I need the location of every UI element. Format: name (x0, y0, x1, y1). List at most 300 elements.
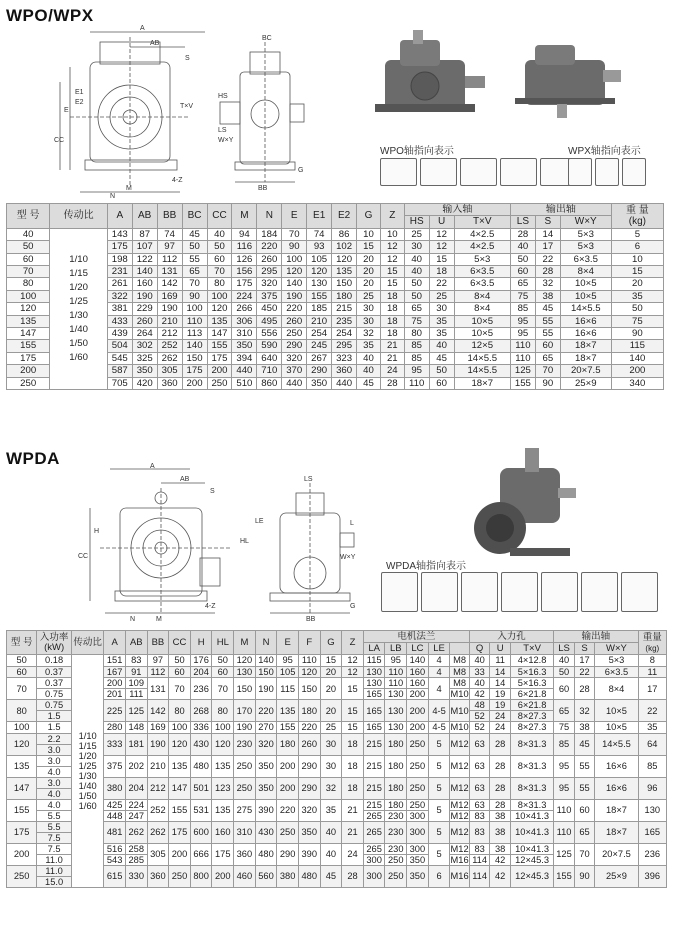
table-cell: 60 (510, 266, 535, 278)
table-cell: 210 (307, 315, 332, 327)
dim-label-a: A (150, 463, 155, 470)
table-cell: 135 (169, 755, 191, 777)
col-header-e2: E2 (332, 204, 357, 229)
direction-diagram (421, 572, 458, 612)
table-cell: 30 (320, 733, 342, 755)
dim-label-ls: LS (218, 127, 227, 134)
dim-label-ab: AB (150, 40, 160, 47)
table-cell: 215 (363, 777, 385, 799)
table-cell: 130 (385, 722, 407, 734)
table-cell: 176 (190, 655, 212, 667)
table-cell: 6×21.8 (510, 700, 553, 711)
table-cell: 40 (510, 241, 535, 253)
table-cell: 262 (125, 821, 147, 843)
table-cell: 87 (132, 228, 157, 240)
dim-label-hl: HL (240, 538, 249, 545)
col-header-output-shaft: 输出轴 (554, 631, 638, 643)
table-cell: 63 (469, 733, 490, 755)
table-cell: 425 (104, 799, 126, 810)
table-cell: 300 (363, 865, 385, 887)
table-cell: 110 (510, 340, 535, 352)
table-cell: 45 (182, 228, 207, 240)
table-cell: 450 (257, 303, 282, 315)
table-cell: 14 (490, 666, 511, 678)
table-cell: 396 (638, 865, 666, 887)
table-cell: 20 (320, 666, 342, 678)
table-cell: 10 (357, 228, 381, 240)
table-cell: 12×5 (454, 340, 510, 352)
dim-label-wxy: W×Y (218, 137, 234, 144)
table-cell: 18 (380, 290, 404, 302)
dim-label-cc: CC (78, 553, 89, 560)
table-cell: 126 (232, 253, 257, 265)
table-cell: 28 (510, 228, 535, 240)
table-cell: 50 (554, 666, 575, 678)
table-cell: 52 (469, 711, 490, 722)
table-cell: 175 (232, 278, 257, 290)
table-cell: 40 (429, 340, 454, 352)
table-cell: 8 (638, 655, 666, 667)
table-cell: 70 (207, 266, 232, 278)
table-cell: 180 (385, 799, 407, 810)
table-cell: 250 (7, 377, 50, 389)
table-cell: 4.0 (37, 799, 72, 810)
table-cell: 150 (234, 678, 256, 700)
table-cell: 5 (428, 733, 450, 755)
table-cell: 65 (535, 352, 560, 364)
table-cell: 155 (510, 377, 535, 389)
table-cell: 10×5 (560, 290, 611, 302)
table-cell: 5 (428, 755, 450, 777)
table-cell: 30 (357, 303, 381, 315)
section-title-wpda: WPDA (6, 449, 60, 468)
col-header-n: N (257, 204, 282, 229)
table-cell: 280 (104, 722, 126, 734)
table-cell: 6×3.5 (560, 253, 611, 265)
table-cell: 18 (429, 266, 454, 278)
table-cell: 110 (385, 666, 407, 678)
table-cell: M12 (450, 843, 469, 854)
table-cell: 120 (234, 655, 256, 667)
table-cell: 130 (638, 799, 666, 821)
col-header-e: E (282, 204, 307, 229)
table-cell: 18×7 (595, 799, 638, 821)
table-cell: 6×3.5 (595, 666, 638, 678)
table-cell: 230 (385, 810, 407, 821)
table-cell: 70 (7, 266, 50, 278)
table-cell: 18 (380, 315, 404, 327)
table-cell: 4 (428, 666, 450, 678)
col-header-le: LE (428, 643, 450, 655)
table-cell: 8×4 (595, 678, 638, 700)
table-cell: 155 (7, 340, 50, 352)
table-cell: 180 (298, 700, 320, 722)
table-cell: 150 (332, 278, 357, 290)
table-cell: 180 (332, 290, 357, 302)
table-cell: 10×5 (454, 315, 510, 327)
table-cell: 95 (277, 655, 299, 667)
table-cell: 12 (342, 655, 364, 667)
table-cell: 24 (490, 711, 511, 722)
table-cell: 5×3 (560, 228, 611, 240)
table-cell: 15.0 (37, 876, 72, 887)
table-cell: 63 (469, 755, 490, 777)
table-cell: 55 (574, 777, 595, 799)
table-cell: 860 (257, 377, 282, 389)
col-header-s: S (574, 643, 595, 655)
table-cell: 8×27.3 (510, 722, 553, 734)
table-cell: 198 (107, 253, 132, 265)
table-cell: 95 (385, 655, 407, 667)
col-header-wxy: W×Y (595, 643, 638, 655)
table-cell: 105 (307, 253, 332, 265)
table-cell: 50 (510, 253, 535, 265)
table-cell: 350 (298, 821, 320, 843)
table-cell: 95 (404, 365, 429, 377)
table-cell: 140 (282, 278, 307, 290)
table-cell: 165 (363, 689, 385, 700)
table-row (7, 733, 667, 744)
table-cell: 32 (357, 328, 381, 340)
table-cell: 380 (277, 865, 299, 887)
table-cell: 4×2.5 (454, 241, 510, 253)
table-cell: 170 (234, 700, 256, 722)
table-cell: 112 (157, 253, 182, 265)
col-header-u: U (490, 643, 511, 655)
table-cell: 100 (169, 722, 191, 734)
table-cell: 85 (510, 303, 535, 315)
dim-label-s: S (210, 488, 215, 495)
col-header-n: N (255, 631, 277, 655)
table-cell: 252 (157, 340, 182, 352)
dim-label-wxy: W×Y (340, 554, 356, 561)
table-cell: 305 (147, 843, 169, 865)
wpo-technical-drawing (40, 22, 310, 200)
table-cell: 60 (429, 377, 454, 389)
wpo-direction-diagrams (380, 158, 577, 186)
table-row (7, 821, 667, 832)
table-cell: 40 (469, 655, 490, 667)
table-cell: 254 (332, 328, 357, 340)
table-cell: 14×5.5 (560, 303, 611, 315)
table-cell: 261 (107, 278, 132, 290)
col-header-ab: AB (132, 204, 157, 229)
table-cell: 45 (574, 733, 595, 755)
wpx-product-photo (505, 40, 635, 120)
table-cell: 0.75 (37, 689, 72, 700)
table-cell: 260 (132, 315, 157, 327)
table-cell: 175 (182, 365, 207, 377)
table-cell: 320 (298, 799, 320, 821)
table-cell: 75 (554, 722, 575, 734)
table-cell: 250 (385, 865, 407, 887)
col-header-e1: E1 (307, 204, 332, 229)
table-cell: 125 (554, 843, 575, 865)
table-cell: 439 (107, 328, 132, 340)
table-cell: 143 (107, 228, 132, 240)
table-cell: 220 (277, 799, 299, 821)
table-cell: 370 (282, 365, 307, 377)
table-cell: 180 (385, 777, 407, 799)
table-cell: 350 (232, 340, 257, 352)
wpda-direction-diagrams (381, 572, 658, 612)
table-cell: 295 (257, 266, 282, 278)
table-cell: 80 (212, 700, 234, 722)
direction-diagram (500, 158, 537, 186)
table-cell: 21 (342, 821, 364, 843)
table-cell: 150 (255, 666, 277, 678)
table-cell: 545 (107, 352, 132, 364)
table-cell: 60 (574, 799, 595, 821)
table-cell: 120 (332, 253, 357, 265)
table-cell: 250 (282, 328, 307, 340)
table-cell: 28 (490, 799, 511, 810)
table-cell: 236 (638, 843, 666, 865)
table-cell: 295 (332, 340, 357, 352)
table-cell: 135 (332, 266, 357, 278)
table-cell: 169 (157, 290, 182, 302)
direction-diagram (595, 158, 619, 186)
table-cell: 200 (212, 865, 234, 887)
table-cell: 18×7 (560, 340, 611, 352)
table-cell: 155 (277, 722, 299, 734)
table-cell: 7.5 (37, 843, 72, 854)
table-cell: 20 (357, 266, 381, 278)
dim-label-4z: 4-Z (205, 603, 216, 610)
table-cell: 110 (554, 821, 575, 843)
table-cell: 30 (404, 241, 429, 253)
table-cell: 262 (157, 352, 182, 364)
table-cell: 350 (407, 865, 429, 887)
table-cell: 85 (554, 733, 575, 755)
table-cell: 201 (104, 689, 126, 700)
table-cell: 250 (169, 865, 191, 887)
table-cell: 5×3 (595, 655, 638, 667)
dim-label-e: E (64, 107, 69, 114)
table-row (7, 655, 667, 667)
table-cell: M12 (450, 777, 470, 799)
table-cell: 5×3 (560, 241, 611, 253)
table-cell: 25 (429, 290, 454, 302)
table-cell: 65 (404, 303, 429, 315)
table-cell: 165 (638, 821, 666, 843)
col-header-output-shaft: 输出轴 (510, 204, 611, 216)
table-cell: 42 (490, 854, 511, 865)
table-cell: 150 (182, 352, 207, 364)
table-cell: 40 (7, 228, 50, 240)
table-cell: 60 (212, 666, 234, 678)
col-header-weight: 重 量 (kg) (611, 204, 663, 229)
table-cell: 381 (107, 303, 132, 315)
table-cell: 350 (132, 365, 157, 377)
table-cell: 80 (169, 700, 191, 722)
table-cell: 22 (535, 253, 560, 265)
table-cell: M10 (450, 722, 469, 733)
table-cell: 33 (469, 666, 490, 678)
col-header-lb: LB (385, 643, 407, 655)
table-cell: 55 (574, 755, 595, 777)
table-cell: 215 (332, 303, 357, 315)
table-cell: 14 (535, 228, 560, 240)
table-cell: 11.0 (37, 865, 72, 876)
table-cell: 323 (332, 352, 357, 364)
direction-diagram (581, 572, 618, 612)
table-cell: 60 (7, 253, 50, 265)
table-cell: 225 (104, 700, 126, 722)
table-cell: 8×31.3 (510, 799, 553, 810)
table-cell: 80 (7, 278, 50, 290)
dim-label-l: L (350, 520, 354, 527)
table-cell: 200 (169, 843, 191, 865)
col-header-wxy: W×Y (560, 216, 611, 228)
table-cell: 250 (277, 821, 299, 843)
table-cell: 587 (107, 365, 132, 377)
table-cell: 200 (182, 377, 207, 389)
table-cell: 70 (169, 678, 191, 700)
table-cell: 258 (125, 843, 147, 854)
table-cell: 333 (104, 733, 126, 755)
table-cell: 90 (282, 241, 307, 253)
table-cell: 350 (307, 377, 332, 389)
table-row (7, 228, 664, 240)
table-cell: 390 (298, 843, 320, 865)
table-cell: 40 (357, 365, 381, 377)
table-cell: 430 (190, 733, 212, 755)
table-cell: 21 (380, 340, 404, 352)
table-cell: 190 (255, 678, 277, 700)
table-cell: 28 (490, 733, 511, 755)
table-cell: 16×6 (560, 315, 611, 327)
table-cell: 543 (104, 854, 126, 865)
table-cell: 390 (255, 799, 277, 821)
table-cell: M8 (450, 666, 470, 678)
table-cell: 91 (125, 666, 147, 678)
table-cell: 5 (428, 799, 450, 821)
table-cell: 6×3.5 (454, 278, 510, 290)
table-cell: 35 (429, 328, 454, 340)
table-cell: 8×4 (454, 290, 510, 302)
table-cell: 220 (282, 303, 307, 315)
table-cell: 5 (428, 777, 450, 799)
table-cell: 320 (255, 733, 277, 755)
table-cell: 11.0 (37, 854, 72, 865)
table-cell: 229 (132, 303, 157, 315)
col-header-a: A (104, 631, 126, 655)
direction-diagram (380, 158, 417, 186)
col-header-m: M (232, 204, 257, 229)
ratio-cell: 1/10 1/15 1/20 1/25 1/30 1/40 1/50 1/60 (50, 228, 107, 389)
table-cell: 200 (407, 689, 429, 700)
table-cell: 125 (125, 700, 147, 722)
table-cell: 433 (107, 315, 132, 327)
table-cell: 32 (535, 278, 560, 290)
table-cell: 160 (407, 666, 429, 678)
table-cell: 65 (182, 266, 207, 278)
table-cell: 4 (428, 655, 450, 667)
table-cell: 202 (125, 755, 147, 777)
table-cell: 305 (157, 365, 182, 377)
table-cell: 18×7 (454, 377, 510, 389)
table-cell: 83 (469, 810, 490, 821)
table-cell: 7.5 (37, 832, 72, 843)
table-cell: 45 (320, 865, 342, 887)
table-cell: 30 (429, 303, 454, 315)
table-cell: 95 (510, 315, 535, 327)
table-cell: 70 (282, 228, 307, 240)
table-cell: 107 (132, 241, 157, 253)
table-cell: 14×5.5 (454, 365, 510, 377)
table-cell: 175 (169, 821, 191, 843)
table-cell: M12 (450, 810, 469, 821)
table-row (7, 865, 667, 876)
table-cell: 300 (363, 854, 385, 865)
direction-diagram (501, 572, 538, 612)
dim-label-s: S (185, 55, 190, 62)
col-header-bc: BC (182, 204, 207, 229)
table-cell: 95 (510, 328, 535, 340)
table-cell: 48 (469, 700, 490, 711)
table-cell: 18×7 (560, 352, 611, 364)
table-cell: 155 (7, 799, 37, 821)
table-cell: 28 (490, 755, 511, 777)
table-cell: 18×7 (595, 821, 638, 843)
table-cell: 394 (232, 352, 257, 364)
table-cell: 320 (282, 352, 307, 364)
table-cell: 165 (363, 722, 385, 734)
table-cell: 10×5 (595, 722, 638, 734)
table-cell: 290 (307, 365, 332, 377)
table-cell: 80 (404, 328, 429, 340)
dim-label-g: G (350, 603, 356, 610)
table-cell: 28 (535, 266, 560, 278)
table-cell: 17 (574, 655, 595, 667)
table-cell: 250 (234, 777, 256, 799)
table-cell: 50 (169, 655, 191, 667)
table-cell: 130 (234, 666, 256, 678)
table-cell: 360 (157, 377, 182, 389)
table-cell: 65 (510, 278, 535, 290)
table-cell: 250 (407, 755, 429, 777)
table-cell: 20×7.5 (560, 365, 611, 377)
table-cell: 63 (469, 799, 490, 810)
table-cell: 165 (363, 700, 385, 722)
col-header-txv: T×V (454, 216, 510, 228)
table-cell: 135 (207, 315, 232, 327)
table-cell: 95 (554, 755, 575, 777)
table-cell: 100 (7, 290, 50, 302)
table-cell: 35 (320, 799, 342, 821)
direction-diagram (541, 572, 578, 612)
table-cell: 50 (7, 655, 37, 667)
table-cell: 20×7.5 (595, 843, 638, 865)
table-cell: 95 (554, 777, 575, 799)
table-cell: 130 (363, 666, 385, 678)
table-cell: 40 (554, 655, 575, 667)
table-cell: 230 (234, 733, 256, 755)
table-cell: 11 (638, 666, 666, 678)
table-cell: 155 (169, 799, 191, 821)
table-cell: M10 (450, 700, 470, 722)
table-cell: 42 (469, 689, 490, 700)
table-cell: 40 (320, 843, 342, 865)
col-header-e: E (277, 631, 299, 655)
table-cell: 254 (307, 328, 332, 340)
table-cell: 115 (611, 340, 663, 352)
col-header-weight: 重量 (kg) (638, 631, 666, 655)
table-cell: 302 (132, 340, 157, 352)
table-cell: 250 (407, 777, 429, 799)
table-cell: 8×4 (560, 266, 611, 278)
